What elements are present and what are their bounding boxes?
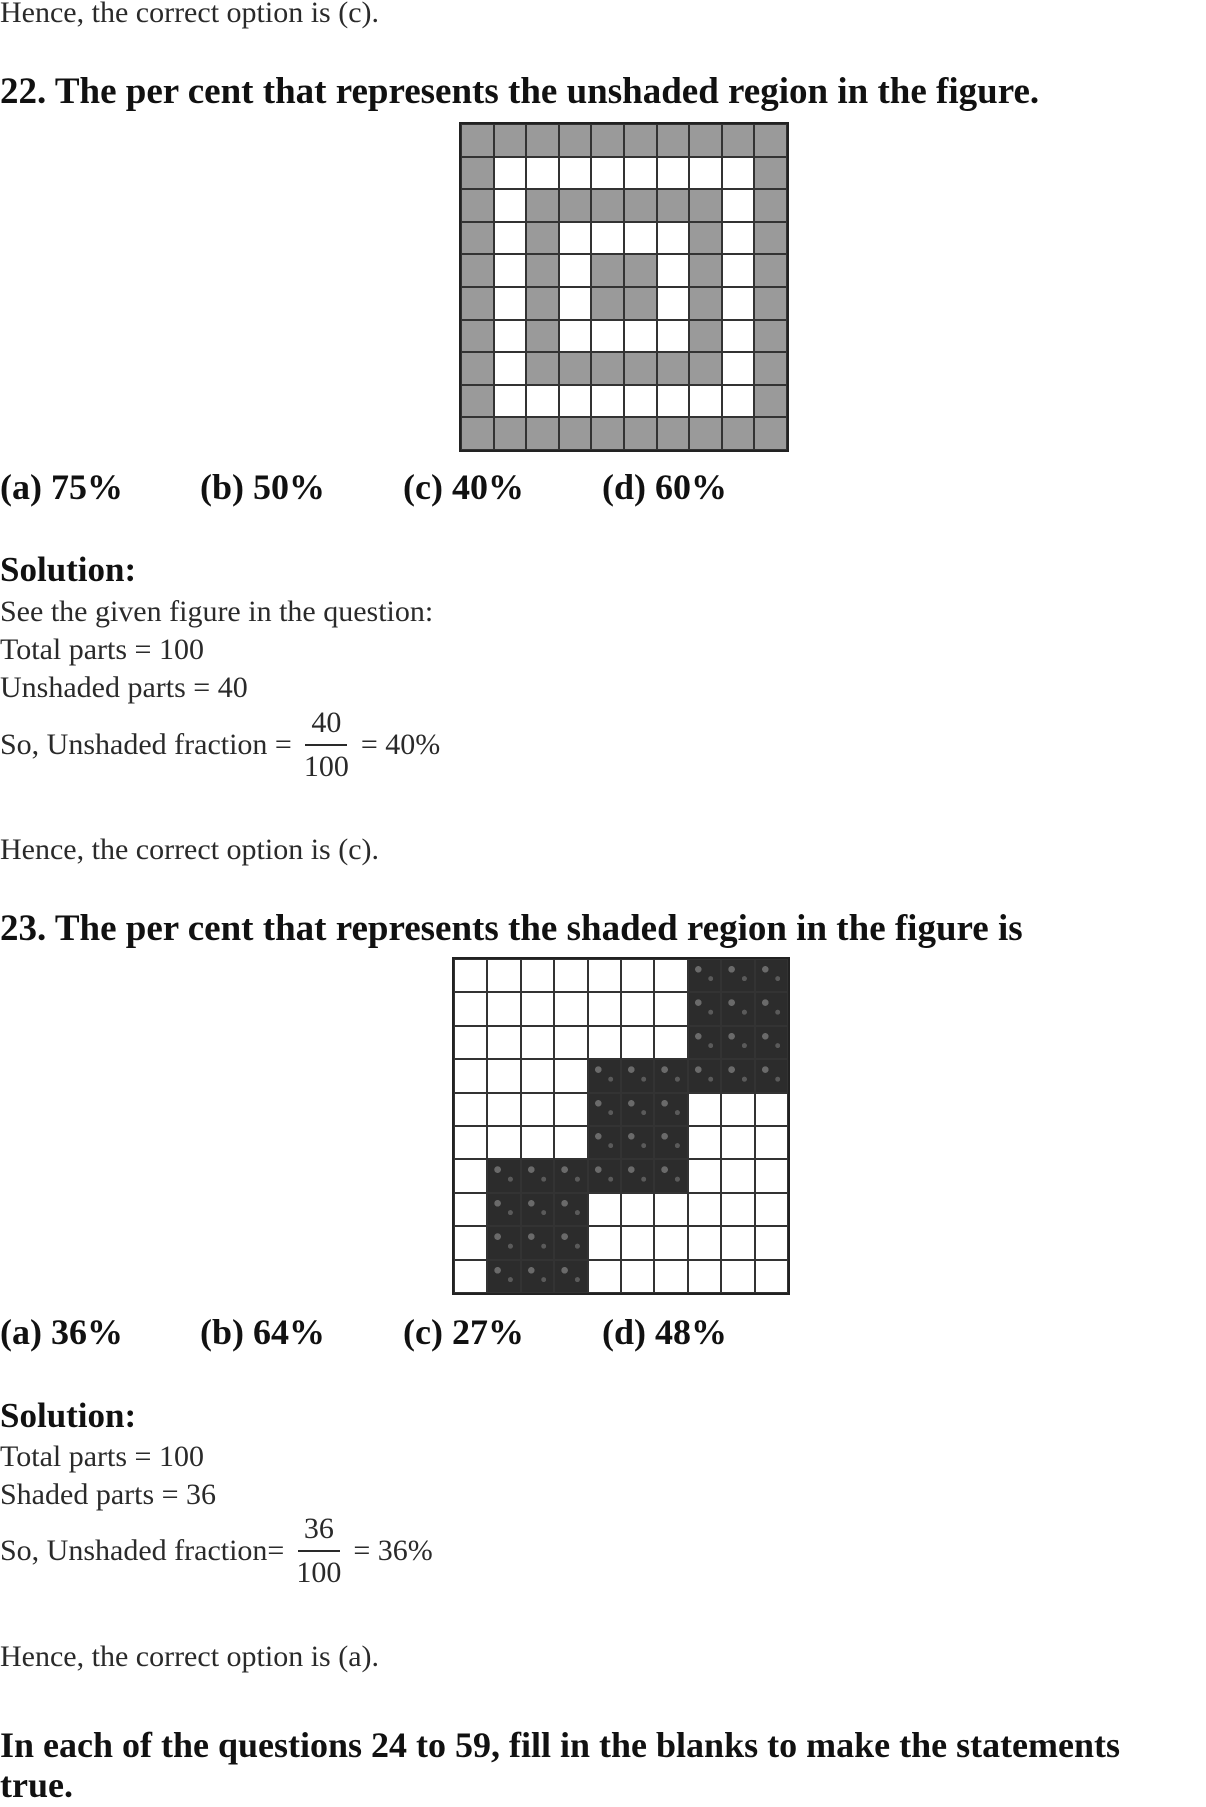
unshaded-cell [657,287,690,320]
unshaded-cell [559,157,592,190]
shaded-cell [721,1059,754,1092]
shaded-cell [657,189,690,222]
shaded-cell [487,1193,520,1226]
shaded-cell [554,1193,587,1226]
unshaded-cell [559,254,592,287]
fraction-result: = 40% [360,728,441,761]
question-22-title: 22. The per cent that represents the unshaded region in the figure. [0,71,1040,112]
shaded-cell [461,124,494,157]
unshaded-cell [624,157,657,190]
shaded-cell [754,222,787,255]
unshaded-cell [554,992,587,1025]
shaded-cell [559,352,592,385]
question-22-options [0,466,800,508]
fraction-denominator: 100 [296,1556,342,1589]
unshaded-cell [454,1126,487,1159]
shaded-cell [721,992,754,1025]
shaded-cell [461,352,494,385]
shaded-cell [721,1026,754,1059]
shaded-cell [588,1059,621,1092]
shaded-cell [755,959,788,992]
unshaded-cell [588,1193,621,1226]
unshaded-cell [722,385,755,418]
shaded-cell [754,287,787,320]
option-d: (d) 60% [602,467,727,507]
shaded-cell [494,124,527,157]
unshaded-cell [688,1193,721,1226]
fraction-equation [0,706,440,784]
shaded-cell [624,352,657,385]
unshaded-cell [521,992,554,1025]
unshaded-cell [654,959,687,992]
unshaded-cell [487,1059,520,1092]
shaded-cell [688,992,721,1025]
fraction-result: = 36% [353,1534,433,1567]
unshaded-cell [454,1226,487,1259]
shaded-cell [688,1059,721,1092]
shaded-cell [755,1059,788,1092]
unshaded-cell [721,1193,754,1226]
unshaded-cell [755,1126,788,1159]
solution-conclusion: Hence, the correct option is (c). [0,833,379,866]
unshaded-cell [494,254,527,287]
shaded-cell [554,1159,587,1192]
unshaded-cell [755,1193,788,1226]
question-23-options [0,1311,800,1353]
unshaded-cell [554,1026,587,1059]
unshaded-cell [722,287,755,320]
unshaded-cell [621,959,654,992]
unshaded-cell [526,385,559,418]
unshaded-cell [722,157,755,190]
unshaded-cell [454,1026,487,1059]
unshaded-cell [657,222,690,255]
shaded-cell [554,1226,587,1259]
shaded-cell [624,189,657,222]
shaded-cell [754,157,787,190]
unshaded-cell [621,992,654,1025]
unshaded-cell [487,992,520,1025]
shaded-cell [688,1026,721,1059]
unshaded-cell [588,1260,621,1293]
unshaded-cell [722,222,755,255]
unshaded-cell [689,157,722,190]
question-23-title: 23. The per cent that represents the shaded region in the figure is [0,908,1023,949]
unshaded-cell [454,1159,487,1192]
fraction-prefix: So, Unshaded fraction= [0,1534,285,1567]
option-b: (b) 64% [200,1312,325,1352]
option-b: (b) 50% [200,467,325,507]
shaded-cell [526,222,559,255]
unshaded-cell [657,254,690,287]
shaded-cell [588,1093,621,1126]
shaded-cell [754,124,787,157]
unshaded-cell [554,1093,587,1126]
shaded-cell [688,959,721,992]
unshaded-cell [559,287,592,320]
unshaded-cell [755,1093,788,1126]
fraction-numerator: 36 [298,1512,340,1552]
unshaded-cell [559,385,592,418]
fraction-numerator: 40 [305,706,347,746]
shaded-cell [559,417,592,450]
unshaded-cell [755,1226,788,1259]
shaded-cell [526,254,559,287]
unshaded-cell [688,1226,721,1259]
shaded-cell [559,189,592,222]
shaded-cell [461,287,494,320]
fraction-equation [0,1512,433,1590]
unshaded-cell [454,992,487,1025]
shaded-cell [461,189,494,222]
shaded-cell [624,417,657,450]
shaded-cell [521,1193,554,1226]
unshaded-cell [521,1026,554,1059]
shaded-cell [657,417,690,450]
fraction [290,1512,347,1590]
shaded-cell [689,352,722,385]
unshaded-cell [494,222,527,255]
shaded-cell [754,189,787,222]
unshaded-cell [722,320,755,353]
instruction-line-2: true. [0,1765,73,1805]
unshaded-cell [721,1159,754,1192]
solution-line: Shaded parts = 36 [0,1478,217,1511]
shaded-cell [621,1159,654,1192]
option-d: (d) 48% [602,1312,727,1352]
unshaded-cell [688,1159,721,1192]
shaded-cell [624,287,657,320]
solution-line: Total parts = 100 [0,1440,204,1473]
unshaded-cell [559,222,592,255]
shaded-cell [624,124,657,157]
shaded-cell [657,352,690,385]
shaded-cell [754,385,787,418]
shaded-cell [689,287,722,320]
shaded-cell [754,254,787,287]
unshaded-cell [521,1126,554,1159]
unshaded-cell [554,1126,587,1159]
unshaded-cell [588,1226,621,1259]
shaded-cell [461,385,494,418]
shaded-cell [721,959,754,992]
shaded-cell [689,189,722,222]
solution-line: Total parts = 100 [0,633,204,666]
unshaded-cell [621,1226,654,1259]
option-c: (c) 27% [403,1312,524,1352]
unshaded-cell [454,959,487,992]
shaded-cell [654,1126,687,1159]
shaded-cell [722,124,755,157]
unshaded-cell [494,320,527,353]
shaded-cell [754,352,787,385]
unshaded-cell [721,1260,754,1293]
shaded-cell [487,1260,520,1293]
option-a: (a) 75% [0,467,123,507]
shaded-cell [689,254,722,287]
unshaded-cell [521,959,554,992]
fraction [298,706,355,784]
solution-conclusion: Hence, the correct option is (a). [0,1640,379,1673]
shaded-cell [591,352,624,385]
unshaded-cell [494,352,527,385]
unshaded-cell [621,1193,654,1226]
option-a: (a) 36% [0,1312,123,1352]
unshaded-cell [654,1226,687,1259]
unshaded-cell [755,1159,788,1192]
unshaded-cell [559,320,592,353]
solution-heading: Solution: [0,550,137,589]
unshaded-cell [494,287,527,320]
unshaded-cell [521,1059,554,1092]
shaded-cell [621,1059,654,1092]
unshaded-cell [591,222,624,255]
shaded-cell [621,1093,654,1126]
unshaded-cell [494,189,527,222]
unshaded-cell [487,959,520,992]
unshaded-cell [624,320,657,353]
unshaded-cell [487,1026,520,1059]
shaded-cell [654,1059,687,1092]
unshaded-cell [755,1260,788,1293]
unshaded-cell [554,959,587,992]
shaded-cell [755,1026,788,1059]
question-23-figure [452,957,790,1295]
unshaded-cell [591,320,624,353]
shaded-cell [526,124,559,157]
shaded-cell [494,417,527,450]
shaded-cell [461,157,494,190]
shaded-cell [621,1126,654,1159]
unshaded-cell [487,1093,520,1126]
unshaded-cell [654,1026,687,1059]
unshaded-cell [722,352,755,385]
shaded-cell [559,124,592,157]
unshaded-cell [721,1126,754,1159]
unshaded-cell [588,992,621,1025]
unshaded-cell [454,1059,487,1092]
unshaded-cell [591,385,624,418]
fraction-denominator: 100 [303,750,349,783]
shaded-cell [689,222,722,255]
unshaded-cell [722,189,755,222]
unshaded-cell [722,254,755,287]
unshaded-cell [654,1260,687,1293]
unshaded-cell [494,385,527,418]
shaded-cell [722,417,755,450]
unshaded-cell [654,992,687,1025]
unshaded-cell [657,320,690,353]
shaded-cell [526,189,559,222]
shaded-cell [521,1159,554,1192]
unshaded-cell [657,157,690,190]
unshaded-cell [487,1126,520,1159]
unshaded-cell [521,1093,554,1126]
shaded-cell [526,417,559,450]
shaded-cell [461,320,494,353]
unshaded-cell [588,1026,621,1059]
solution-line: Unshaded parts = 40 [0,671,248,704]
unshaded-cell [454,1260,487,1293]
shaded-cell [461,254,494,287]
shaded-cell [521,1226,554,1259]
unshaded-cell [454,1193,487,1226]
shaded-cell [755,992,788,1025]
unshaded-cell [591,157,624,190]
question-22-figure [459,122,789,452]
unshaded-cell [588,959,621,992]
shaded-cell [526,352,559,385]
solution-heading: Solution: [0,1396,137,1435]
shaded-cell [487,1159,520,1192]
unshaded-cell [526,157,559,190]
shaded-cell [521,1260,554,1293]
shaded-cell [588,1126,621,1159]
previous-answer-line: Hence, the correct option is (c). [0,0,379,29]
unshaded-cell [689,385,722,418]
unshaded-cell [454,1093,487,1126]
shaded-cell [657,124,690,157]
unshaded-cell [721,1226,754,1259]
unshaded-cell [688,1126,721,1159]
shaded-cell [487,1226,520,1259]
instruction-line-1: In each of the questions 24 to 59, fill in the blanks to make the statements [0,1725,1121,1765]
unshaded-cell [624,385,657,418]
shaded-cell [754,417,787,450]
unshaded-cell [688,1093,721,1126]
shaded-cell [526,287,559,320]
shaded-cell [591,124,624,157]
unshaded-cell [621,1026,654,1059]
unshaded-cell [657,385,690,418]
option-c: (c) 40% [403,467,524,507]
shaded-cell [689,320,722,353]
shaded-cell [654,1093,687,1126]
shaded-cell [654,1159,687,1192]
shaded-cell [591,189,624,222]
shaded-cell [591,254,624,287]
unshaded-cell [554,1059,587,1092]
unshaded-cell [494,157,527,190]
shaded-cell [624,254,657,287]
shaded-cell [554,1260,587,1293]
shaded-cell [526,320,559,353]
unshaded-cell [624,222,657,255]
shaded-cell [461,417,494,450]
solution-line: See the given figure in the question: [0,595,434,628]
shaded-cell [591,417,624,450]
unshaded-cell [721,1093,754,1126]
shaded-cell [588,1159,621,1192]
shaded-cell [754,320,787,353]
shaded-cell [591,287,624,320]
unshaded-cell [688,1260,721,1293]
shaded-cell [689,124,722,157]
unshaded-cell [654,1193,687,1226]
fraction-prefix: So, Unshaded fraction = [0,728,292,761]
unshaded-cell [621,1260,654,1293]
shaded-cell [461,222,494,255]
shaded-cell [689,417,722,450]
